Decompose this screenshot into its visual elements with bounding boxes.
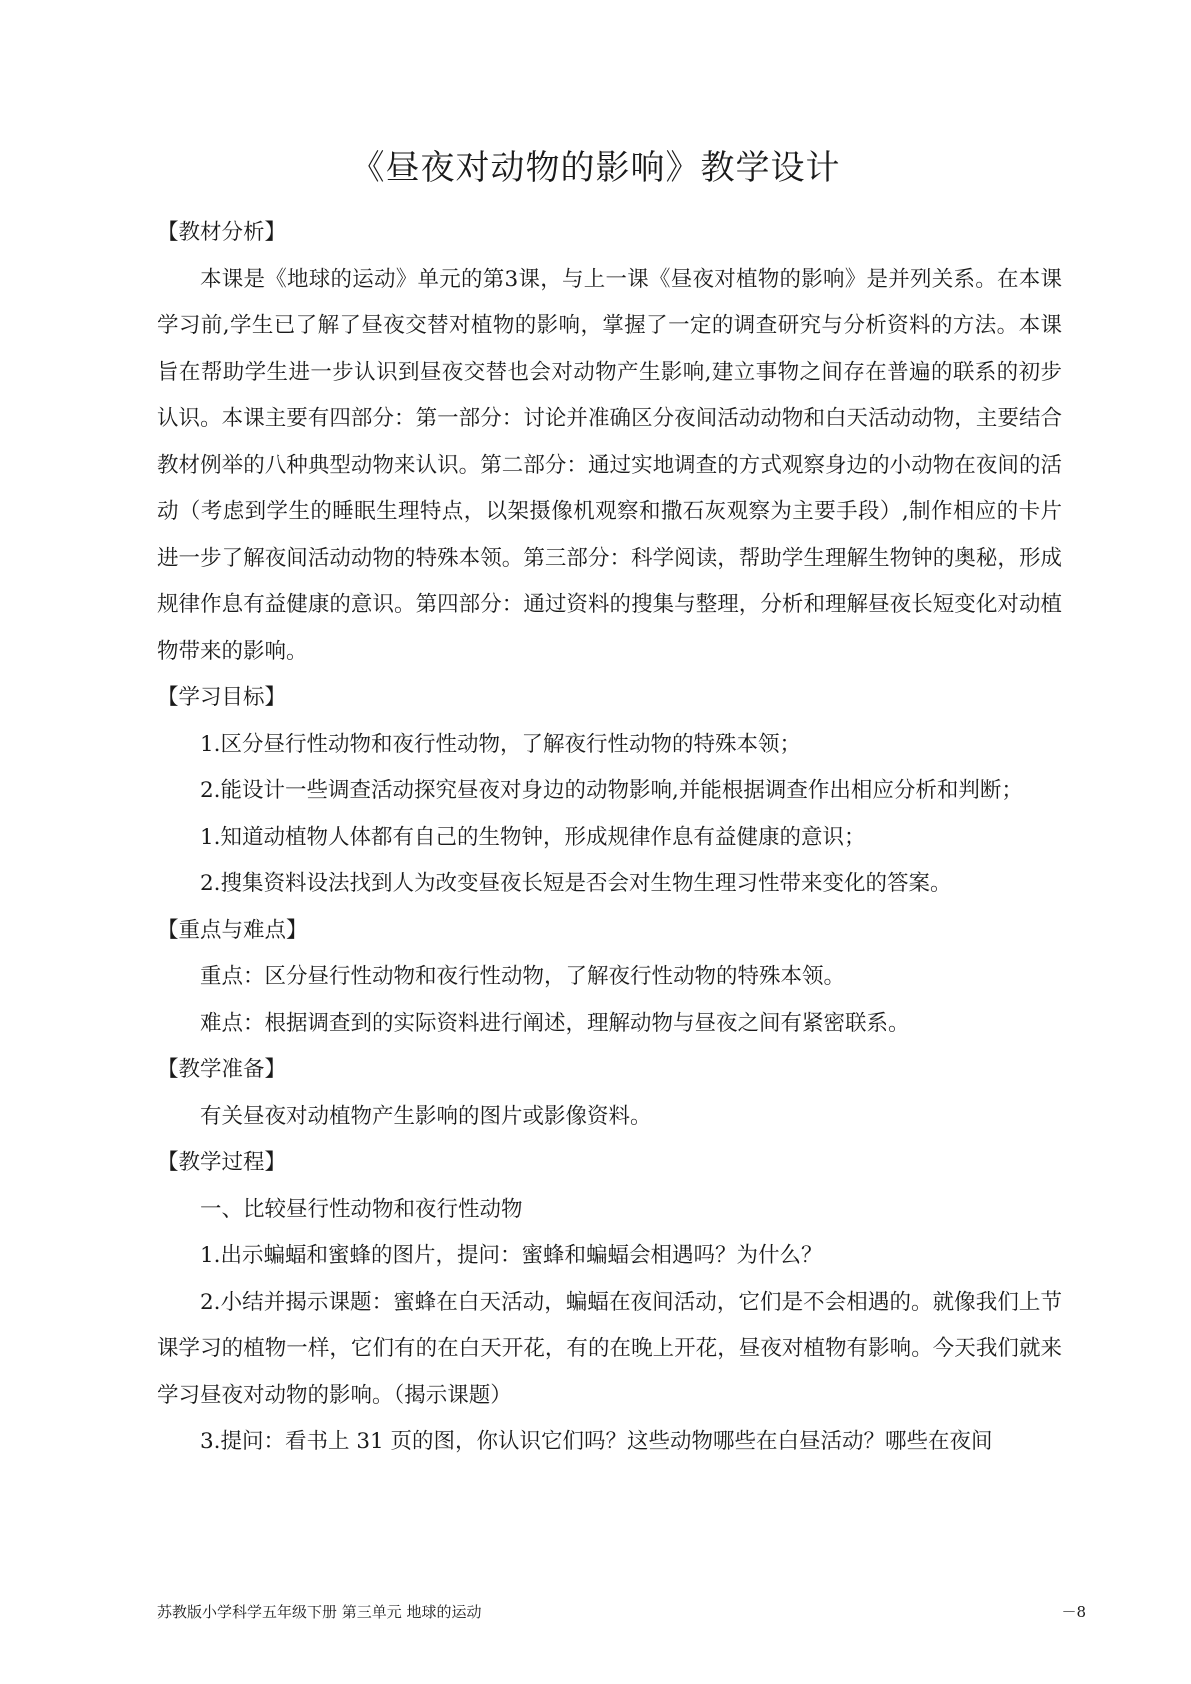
objective-item: 2.搜集资料设法找到人为改变昼夜长短是否会对生物生理习性带来变化的答案。: [200, 871, 952, 896]
key-point-item: 重点：区分昼行性动物和夜行性动物，了解夜行性动物的特殊本领。: [200, 964, 846, 989]
process-item: 1.出示蝙蝠和蜜蜂的图片，提问：蜜蜂和蝙蝠会相遇吗？为什么？: [200, 1243, 823, 1268]
page-number: －8: [1061, 1603, 1086, 1621]
objective-item: 2.能设计一些调查活动探究昼夜对身边的动物影响,并能根据调查作出相应分析和判断；: [200, 778, 1023, 803]
process-item: 一、比较昼行性动物和夜行性动物: [200, 1196, 523, 1222]
section-heading-process: 【教学过程】: [157, 1150, 287, 1175]
objective-item: 1.区分昼行性动物和夜行性动物，了解夜行性动物的特殊本领；: [200, 731, 802, 757]
key-point-item: 难点：根据调查到的实际资料进行阐述，理解动物与昼夜之间有紧密联系。: [200, 1010, 910, 1036]
process-item: 2.小结并揭示课题：蜜蜂在白天活动，蝙蝠在夜间活动，它们是不会相遇的。就像我们上节课学习的植物一样，它们有的在白天开花，有的在晚上开花，昼夜对植物有影响。今天我们就来学习昼夜对动物的影响。（揭示课题）: [157, 1289, 1062, 1408]
document-title: 《昼夜对动物的影响》教学设计: [350, 148, 841, 188]
document-body: [157, 210, 1062, 1466]
page-footer-text: 苏教版小学科学五年级下册 第三单元 地球的运动: [157, 1603, 482, 1621]
objective-item: 1.知道动植物人体都有自己的生物钟，形成规律作息有益健康的意识；: [200, 824, 866, 850]
analysis-paragraph: 本课是《地球的运动》单元的第3课，与上一课《昼夜对植物的影响》是并列关系。在本课学习前,学生已了解了昼夜交替对植物的影响，掌握了一定的调查研究与分析资料的方法。本课旨在帮助学生进一步认识到昼夜交替也会对动物产生影响,建立事物之间存在普遍的联系的初步认识。本课主要有四部分：第一部分：讨论并准确区分夜间活动动物和白天活动动物，主要结合教材例举的八种典型动物来认识。第二部分：通过实地调查的方式观察身边的小动物在夜间的活动（考虑到学生的睡眠生理特点，以架摄像机观察和撒石灰观察为主要手段）,制作相应的卡片进一步了解夜间活动动物的特殊本领。第三部分：科学阅读，帮助学生理解生物钟的奥秘，形成规律作息有益健康的意识。第四部分：通过资料的搜集与整理，分析和理解昼夜长短变化对动植物带来的影响。: [157, 266, 1062, 664]
section-heading-preparation: 【教学准备】: [157, 1057, 287, 1082]
process-item: 3.提问：看书上 31 页的图，你认识它们吗？这些动物哪些在白昼活动？哪些在夜间: [200, 1429, 993, 1454]
section-heading-key-points: 【重点与难点】: [157, 917, 308, 943]
preparation-paragraph: 有关昼夜对动植物产生影响的图片或影像资料。: [200, 1103, 652, 1129]
section-heading-objectives: 【学习目标】: [157, 685, 287, 710]
section-heading-analysis: 【教材分析】: [157, 220, 287, 245]
